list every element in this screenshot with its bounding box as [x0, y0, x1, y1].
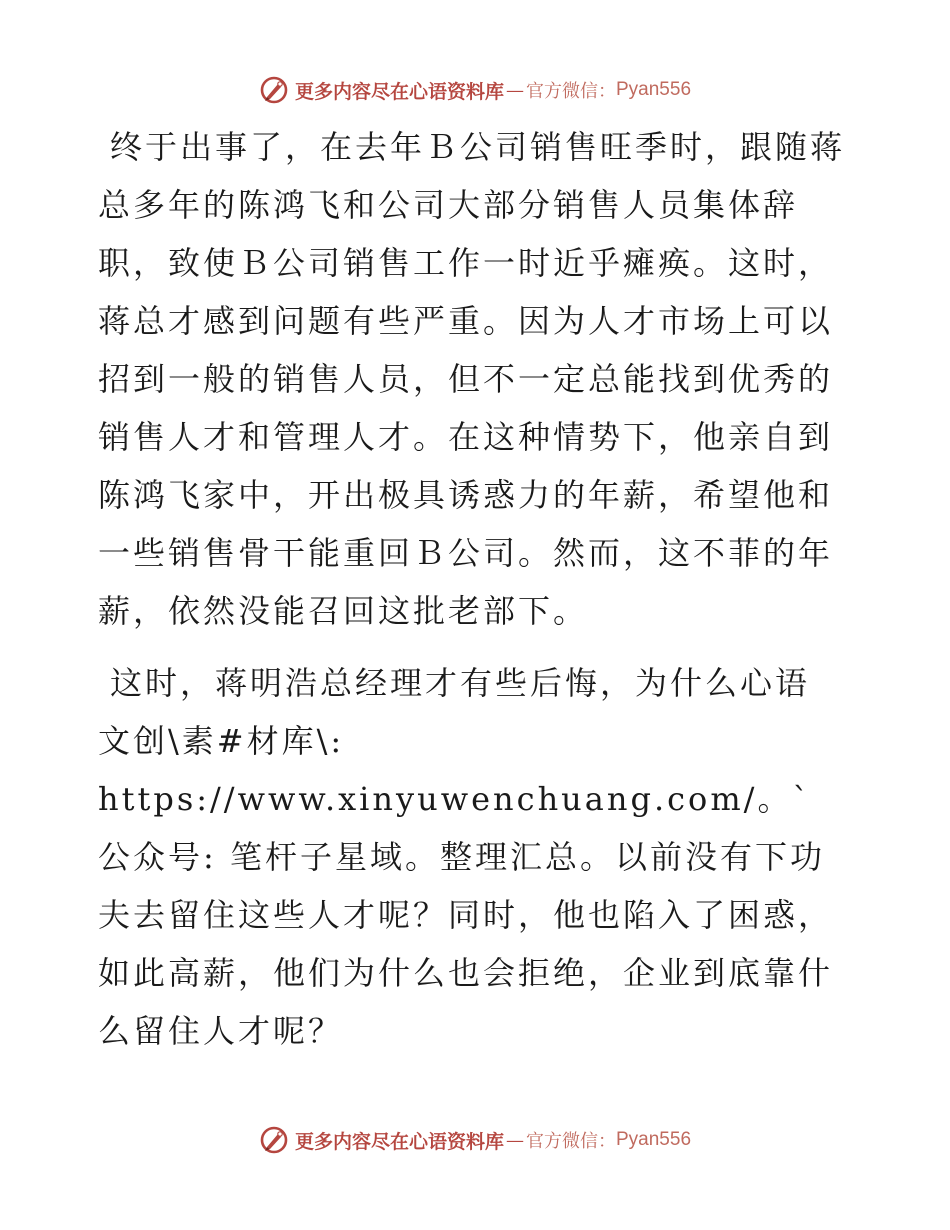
banner-main-text: 更多内容尽在心语资料库 — [294, 80, 504, 103]
banner-official-label: 官方微信： — [526, 81, 616, 102]
banner-wechat-id: Pyan556 — [616, 1129, 692, 1150]
paragraph: 终于出事了，在去年Ｂ公司销售旺季时，跟随蒋总多年的陈鸿飞和公司大部分销售人员集体辞职，致使Ｂ公司销售工作一时近乎瘫痪。这时，蒋总才感到问题有些严重。因为人才市场上可以招到一般的销售人员，但不一定总能找到优秀的销售人才和管理人才。在这种情势下，他亲自到陈鸿飞家中，开出极具诱惑力的年薪，希望他和一些销售骨干能重回Ｂ公司。然而，这不菲的年薪，依然没能召回这批老部下。 — [98, 128, 846, 630]
banner-main-text: 更多内容尽在心语资料库 — [294, 1130, 504, 1153]
footer-banner — [0, 1120, 950, 1160]
pen-logo-icon — [259, 1125, 289, 1155]
document-body — [98, 118, 858, 1060]
banner-official-label: 官方微信： — [526, 1131, 616, 1152]
paragraph: 这时，蒋明浩总经理才有些后悔，为什么心语文创\素#材库\: https://www.xinyuwenchuang.com/。`公众号: 笔杆子星域。整理汇总。以前没有下功夫去留住这些人才呢？同时，他也陷入了困惑，如此高薪，他们为什么也会拒绝，企业到底靠什么留住人才呢？ — [98, 664, 834, 1050]
banner-separator: — — [506, 1129, 524, 1151]
banner-wechat-id: Pyan556 — [616, 79, 692, 100]
header-banner — [0, 70, 950, 110]
pen-logo-icon — [259, 75, 289, 105]
banner-separator: — — [506, 79, 524, 101]
